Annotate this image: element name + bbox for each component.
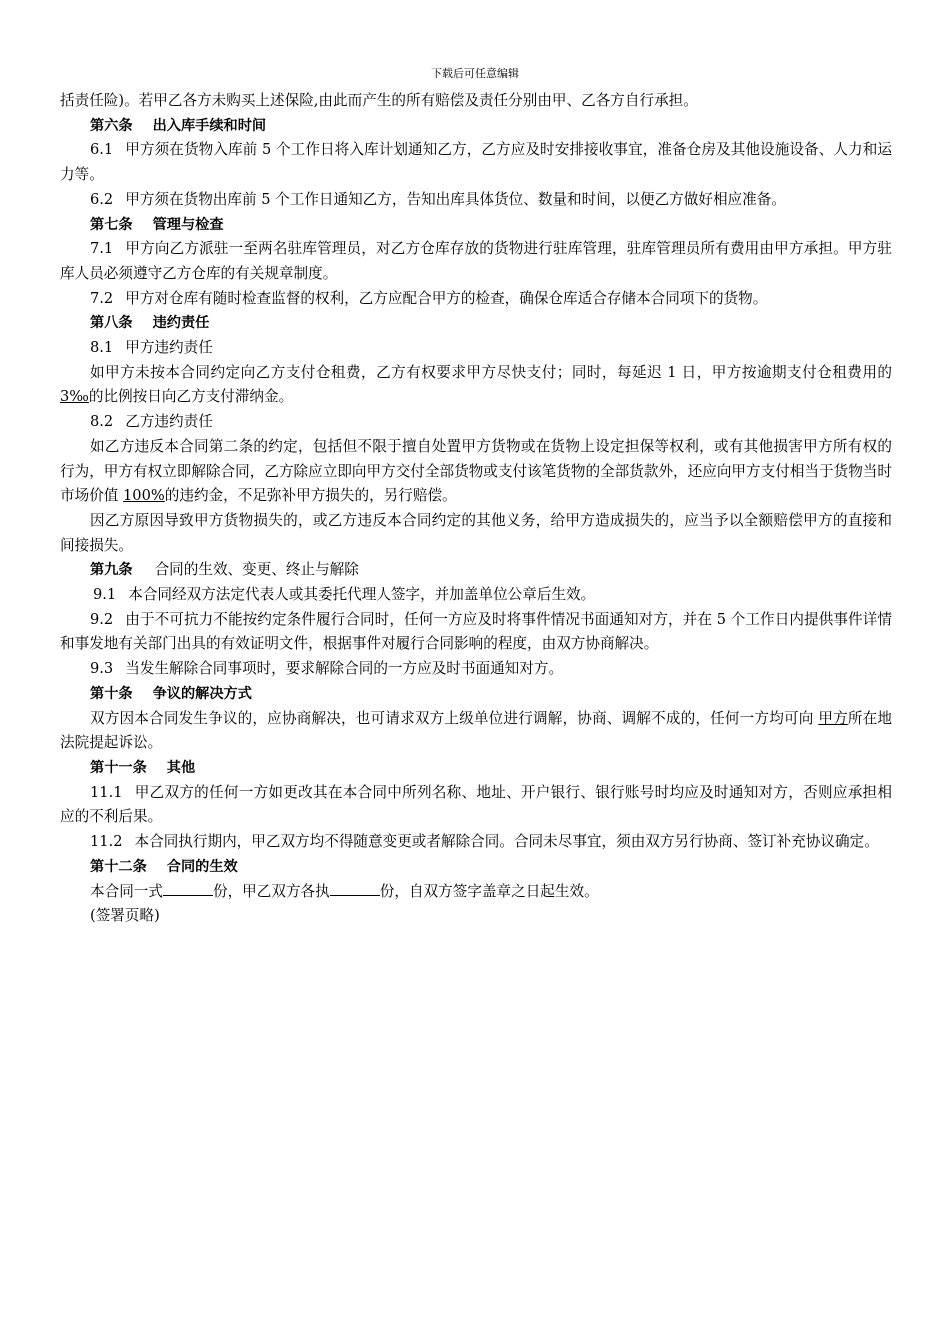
clause-text: 甲方须在货物出库前 5 个工作日通知乙方，告知出库具体货位、数量和时间，以便乙方做好相应准备。 — [125, 190, 786, 208]
clause-text: 份，自双方签字盖章之日起生效。 — [379, 882, 599, 900]
clause-text: 本合同一式 — [90, 882, 163, 900]
clause-number: 11.1 — [90, 783, 123, 801]
clause-text: 的违约金，不足弥补甲方损失的，另行赔偿。 — [164, 487, 457, 505]
clause-8-3-text: 因乙方原因导致甲方货物损失的，或乙方违反本合同约定的其他义务，给甲方造成损失的，应当予以全额赔偿甲方的直接和间接损失。 — [60, 511, 892, 554]
article-6-heading — [60, 114, 892, 139]
clause-number: 7.2 — [90, 289, 114, 307]
clause-text: 甲方须在货物入库前 5 个工作日将入库计划通知乙方，乙方应及时安排接收事宜，准备仓房及其他设施设备、人力和运力等。 — [60, 141, 892, 184]
clause-11-2 — [60, 830, 892, 855]
clause-text: 甲方对仓库有随时检查监督的权利，乙方应配合甲方的检查，确保仓库适合存储本合同项下的货物。 — [125, 289, 768, 307]
clause-12-text — [60, 880, 892, 905]
article-number: 第九条 — [90, 562, 133, 579]
contract-body — [60, 89, 892, 929]
clause-6-2 — [60, 188, 892, 213]
clause-text: 甲方向乙方派驻一至两名驻库管理员，对乙方仓库存放的货物进行驻库管理，驻库管理员所有费用由甲方承担。甲方驻库人员必须遵守乙方仓库的有关规章制度。 — [60, 240, 892, 282]
signature-page-note: (签署页略) — [90, 907, 160, 925]
article-number: 第七条 — [90, 216, 133, 233]
clause-number: 9.2 — [90, 610, 114, 628]
article-number: 第八条 — [90, 315, 133, 332]
article-title: 管理与检查 — [152, 216, 224, 233]
clause-number: 8.2 — [90, 413, 114, 431]
article-9-heading — [60, 558, 892, 583]
article-7-heading — [60, 213, 892, 238]
clause-text: 如乙方违反本合同第二条的约定，包括但不限于擅自处置甲方货物或在货物上设定担保等权利，或有其他损害甲方所有权的行为，甲方有权立即解除合同，乙方除应立即向甲方交付全部货物或支付该笔货物的全部货款外，还应向甲方支付相当于货物当时市场价值 — [60, 437, 892, 505]
article-8-heading — [60, 311, 892, 336]
clause-6-1 — [60, 138, 892, 187]
clause-7-1 — [60, 237, 892, 286]
clause-9-1 — [60, 583, 892, 608]
clause-number: 9.3 — [90, 660, 114, 678]
article-11-heading — [60, 756, 892, 781]
copies-each-blank — [330, 882, 380, 896]
clause-text: 如甲方未按本合同约定向乙方支付仓租费，乙方有权要求甲方尽快支付；同时，每延迟 1 日，甲方按逾期支付仓租费用的 — [90, 363, 892, 381]
article-title: 出入库手续和时间 — [152, 117, 267, 134]
clause-text: 的比例按日向乙方支付滞纳金。 — [88, 388, 294, 406]
article-12-heading — [60, 855, 892, 880]
penalty-rate: 100% — [123, 487, 165, 505]
clause-10-text — [60, 707, 892, 756]
clause-text: 本合同执行期内，甲乙双方均不得随意变更或者解除合同。合同未尽事宜，须由双方另行协商、签订补充协议确定。 — [134, 833, 879, 851]
clause-text: 甲方违约责任 — [125, 339, 213, 357]
clause-11-1 — [60, 781, 892, 830]
clause-8-1 — [60, 336, 892, 361]
copies-total-blank — [163, 882, 213, 896]
clause-9-3 — [60, 657, 892, 682]
article-title: 其他 — [166, 759, 196, 776]
clause-number: 8.1 — [90, 339, 114, 357]
clause-number: 6.2 — [90, 190, 114, 208]
clause-8-2-text — [60, 435, 892, 509]
clause-9-2 — [60, 608, 892, 657]
clause-number: 7.1 — [90, 240, 114, 258]
clause-text: 由于不可抗力不能按约定条件履行合同时，任何一方应及时将事件情况书面通知对方，并在 5 个工作日内提供事件详情和事发地有关部门出具的有效证明文件，根据事件对履行合同影响的程度，由双方协商解决。 — [60, 610, 892, 653]
article-number: 第十二条 — [90, 858, 147, 875]
page-header-note: 下载后可任意编辑 — [431, 67, 519, 80]
clause-number: 11.2 — [90, 833, 123, 851]
article-title: 违约责任 — [152, 315, 210, 332]
article-title: 合同的生效、变更、终止与解除 — [154, 561, 359, 579]
clause-text: 份，甲乙双方各执 — [212, 882, 330, 900]
clause-7-2 — [60, 287, 892, 312]
article-number: 第十条 — [90, 685, 133, 702]
article-title: 争议的解决方式 — [152, 685, 252, 702]
clause-text: 甲乙双方的任何一方如更改其在本合同中所列名称、地址、开户银行、银行账号时均应及时通知对方，否则应承担相应的不利后果。 — [60, 783, 892, 826]
article-title: 合同的生效 — [166, 858, 238, 875]
clause-8-1-text — [60, 361, 892, 410]
jurisdiction-party: 甲方 — [818, 709, 848, 727]
late-fee-rate: 3‰ — [60, 388, 89, 406]
paragraph: 括责任险)。若甲乙各方未购买上述保险,由此而产生的所有赔偿及责任分别由甲、乙各方自行承担。 — [60, 92, 698, 109]
clause-text: 双方因本合同发生争议的，应协商解决，也可请求双方上级单位进行调解，协商、调解不成的，任何一方均可向 — [90, 709, 819, 727]
clause-number: 6.1 — [90, 141, 114, 159]
article-number: 第十一条 — [90, 759, 147, 776]
clause-text: 本合同经双方法定代表人或其委托代理人签字，并加盖单位公章后生效。 — [128, 586, 596, 604]
clause-text: 所在地法院提起诉讼。 — [60, 709, 892, 752]
clause-number: 9.1 — [93, 586, 117, 604]
clause-8-2 — [60, 410, 892, 435]
clause-text: 当发生解除合同事项时，要求解除合同的一方应及时书面通知对方。 — [125, 660, 564, 678]
clause-text: 乙方违约责任 — [125, 413, 213, 431]
article-number: 第六条 — [90, 117, 133, 134]
article-10-heading — [60, 682, 892, 707]
